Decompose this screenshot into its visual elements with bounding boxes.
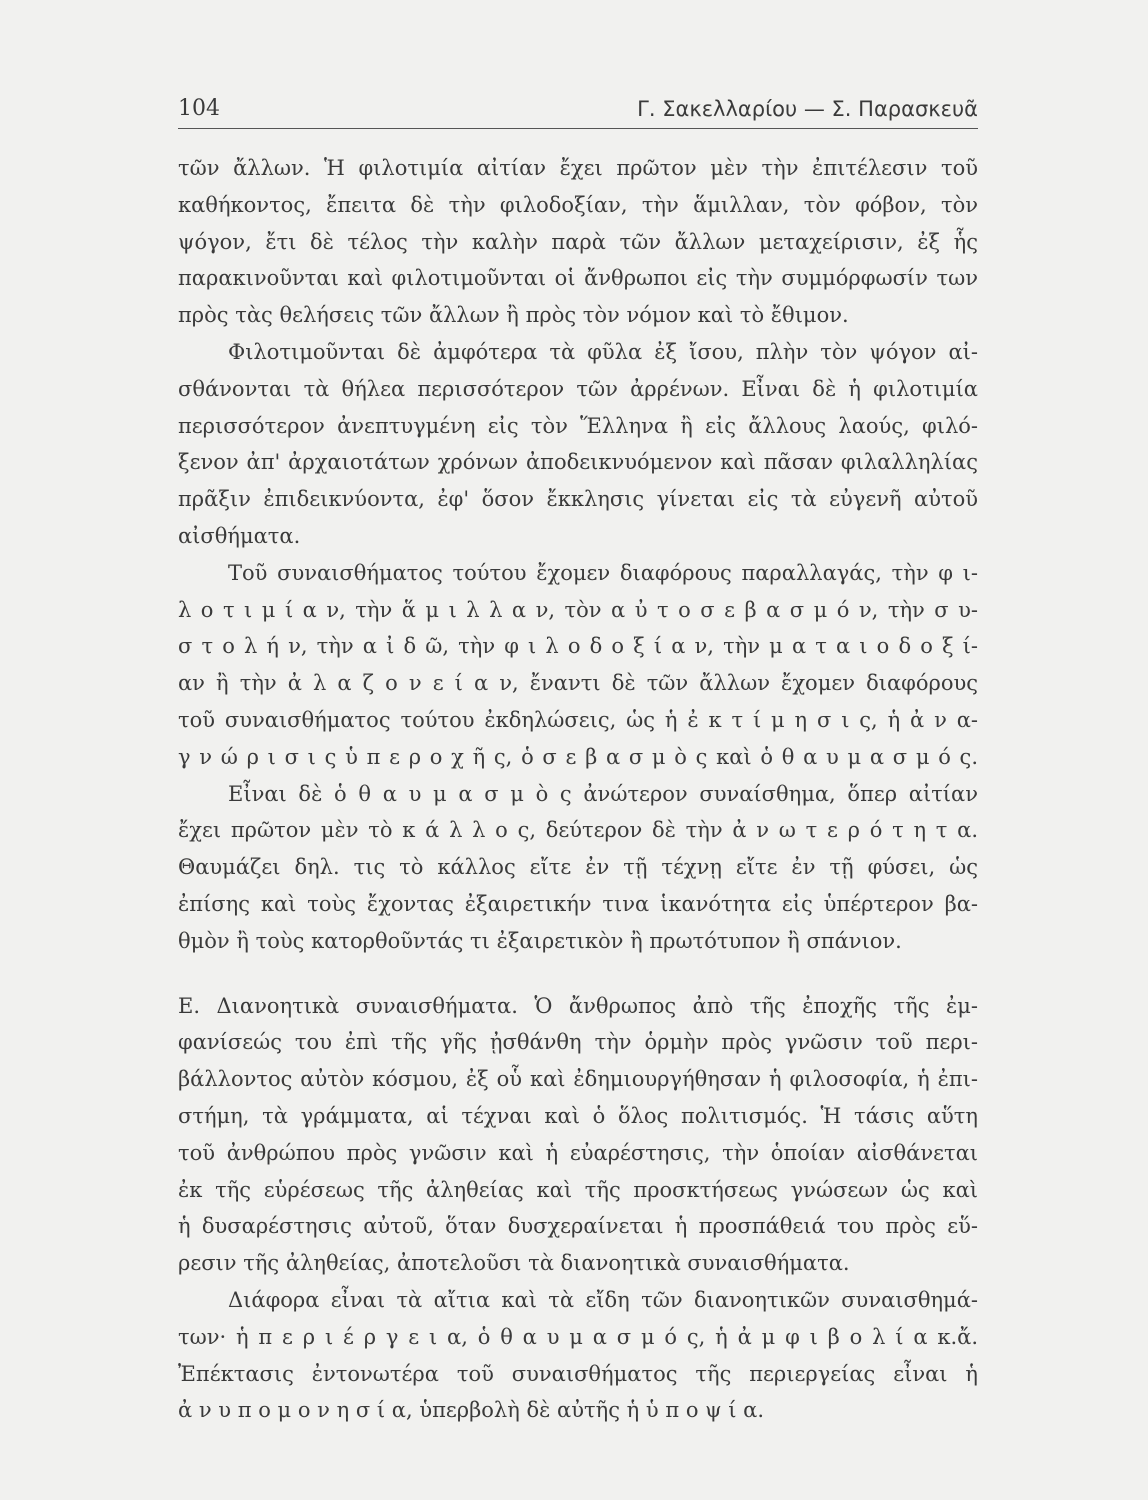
- text-line: Φιλοτιμοῦνται δὲ ἀμφότερα τὰ φῦλα ἐξ ἴσου, πλὴν τὸν ψόγον αἰ-: [228, 339, 978, 364]
- text-line: περισσότερον ἀνεπτυγμένη εἰς τὸν Ἕλληνα ἢ εἰς ἄλλους λαούς, φιλό-: [178, 413, 978, 438]
- text-line: φανίσεώς του ἐπὶ τῆς γῆς ᾐσθάνθη τὴν ὁρμὴν πρὸς γνῶσιν τοῦ περι-: [178, 1030, 978, 1055]
- text-line: ψόγον, ἔτι δὲ τέλος τὴν καλὴν παρὰ τῶν ἄλλων μεταχείρισιν, ἐξ ἧς: [178, 229, 978, 254]
- text-line: Θαυμάζει δηλ. τις τὸ κάλλος εἴτε ἐν τῇ τέχνῃ εἴτε ἐν τῇ φύσει, ὡς: [178, 855, 978, 880]
- text-line: αν ἢ τὴν ἀ λ α ζ ο ν ε ί α ν, ἔναντι δὲ τῶν ἄλλων ἔχομεν διαφόρους: [178, 671, 978, 696]
- text-line: σθάνονται τὰ θήλεα περισσότερον τῶν ἀρρένων. Εἶναι δὲ ἡ φιλοτιμία: [178, 376, 978, 401]
- text-line: Διάφορα εἶναι τὰ αἴτια καὶ τὰ εἴδη τῶν διανοητικῶν συναισθημά-: [228, 1287, 978, 1312]
- text-line: βάλλοντος αὐτὸν κόσμου, ἐξ οὗ καὶ ἐδημιουργήθησαν ἡ φιλοσοφία, ἡ ἐπι-: [178, 1067, 978, 1092]
- page-header: [178, 94, 978, 124]
- text-line: των· ἡ π ε ρ ι έ ρ γ ε ι α, ὁ θ α υ μ α σ μ ό ς, ἡ ἀ μ φ ι β ο λ ί α κ.ἄ.: [178, 1324, 978, 1349]
- section-heading-line: Ε. Διανοητικὰ συναισθήματα. Ὁ ἄνθρωπος ἀπὸ τῆς ἐποχῆς τῆς ἐμ-: [178, 993, 978, 1018]
- text-line: Ἐπέκτασις ἐντονωτέρα τοῦ συναισθήματος τῆς περιεργείας εἶναι ἡ: [178, 1361, 978, 1386]
- text-line: ἐκ τῆς εὑρέσεως τῆς ἀληθείας καὶ τῆς προσκτήσεως γνώσεων ὡς καὶ: [178, 1177, 978, 1202]
- text-line: ἀ ν υ π ο μ ο ν η σ ί α, ὑπερβολὴ δὲ αὐτῆς ἡ ὑ π ο ψ ί α.: [178, 1398, 765, 1423]
- text-line: τοῦ ἀνθρώπου πρὸς γνῶσιν καὶ ἡ εὐαρέστησις, τὴν ὁποίαν αἰσθάνεται: [178, 1140, 978, 1165]
- text-line: Εἶναι δὲ ὁ θ α υ μ α σ μ ὸ ς ἀνώτερον συναίσθημα, ὅπερ αἰτίαν: [228, 781, 978, 806]
- text-line: ξενον ἀπ' ἀρχαιοτάτων χρόνων ἀποδεικνυόμενον καὶ πᾶσαν φιλαλληλίας: [178, 450, 978, 475]
- text-line: πρᾶξιν ἐπιδεικνύοντα, ἐφ' ὅσον ἔκκλησις γίνεται εἰς τὰ εὐγενῆ αὐτοῦ: [178, 487, 978, 512]
- text-line: ἡ δυσαρέστησις αὐτοῦ, ὅταν δυσχεραίνεται ἡ προσπάθειά του πρὸς εὕ-: [178, 1214, 978, 1239]
- text-line: αἰσθήματα.: [178, 523, 301, 548]
- text-line: τοῦ συναισθήματος τούτου ἐκδηλώσεις, ὡς ἡ ἐ κ τ ί μ η σ ι ς, ἡ ἀ ν α-: [178, 707, 978, 732]
- text-line: ἐπίσης καὶ τοὺς ἔχοντας ἐξαιρετικήν τινα ἱκανότητα εἰς ὑπέρτερον βα-: [178, 891, 978, 916]
- running-head: Γ. Σακελλαρίου — Σ. Παρασκευᾶ: [637, 97, 978, 121]
- text-line: ἔχει πρῶτον μὲν τὸ κ ά λ λ ο ς, δεύτερον δὲ τὴν ἀ ν ω τ ε ρ ό τ η τ α.: [178, 818, 978, 843]
- text-line: τῶν ἄλλων. Ἡ φιλοτιμία αἰτίαν ἔχει πρῶτον μὲν τὴν ἐπιτέλεσιν τοῦ: [178, 156, 978, 180]
- text-line: γ ν ώ ρ ι σ ι ς ὑ π ε ρ ο χ ῆ ς, ὁ σ ε β α σ μ ὸ ς καὶ ὁ θ α υ μ α σ μ ό ς.: [178, 744, 978, 769]
- text-line: ρεσιν τῆς ἀληθείας, ἀποτελοῦσι τὰ διανοητικὰ συναισθήματα.: [178, 1251, 850, 1276]
- text-line: σ τ ο λ ή ν, τὴν α ἰ δ ῶ, τὴν φ ι λ ο δ ο ξ ί α ν, τὴν μ α τ α ι ο δ ο ξ ί-: [178, 634, 978, 659]
- text-line: παρακινοῦνται καὶ φιλοτιμοῦνται οἱ ἄνθρωποι εἰς τὴν συμμόρφωσίν των: [178, 266, 978, 291]
- page-number: 104: [178, 96, 220, 121]
- text-line: Τοῦ συναισθήματος τούτου ἔχομεν διαφόρους παραλλαγάς, τὴν φ ι-: [228, 560, 978, 585]
- header-rule: [178, 128, 978, 129]
- text-line: πρὸς τὰς θελήσεις τῶν ἄλλων ἢ πρὸς τὸν νόμον καὶ τὸ ἔθιμον.: [178, 303, 849, 328]
- text-line: στήμη, τὰ γράμματα, αἱ τέχναι καὶ ὁ ὅλος πολιτισμός. Ἡ τάσις αὕτη: [178, 1103, 978, 1128]
- text-line: θμὸν ἢ τοὺς κατορθοῦντάς τι ἐξαιρετικὸν ἢ πρωτότυπον ἢ σπάνιον.: [178, 928, 902, 953]
- body-text: [178, 150, 978, 1429]
- text-line: λ ο τ ι μ ί α ν, τὴν ἅ μ ι λ λ α ν, τὸν α ὐ τ ο σ ε β α σ μ ό ν, τὴν σ υ-: [178, 597, 978, 622]
- text-line: καθήκοντος, ἔπειτα δὲ τὴν φιλοδοξίαν, τὴν ἅμιλλαν, τὸν φόβον, τὸν: [178, 192, 978, 217]
